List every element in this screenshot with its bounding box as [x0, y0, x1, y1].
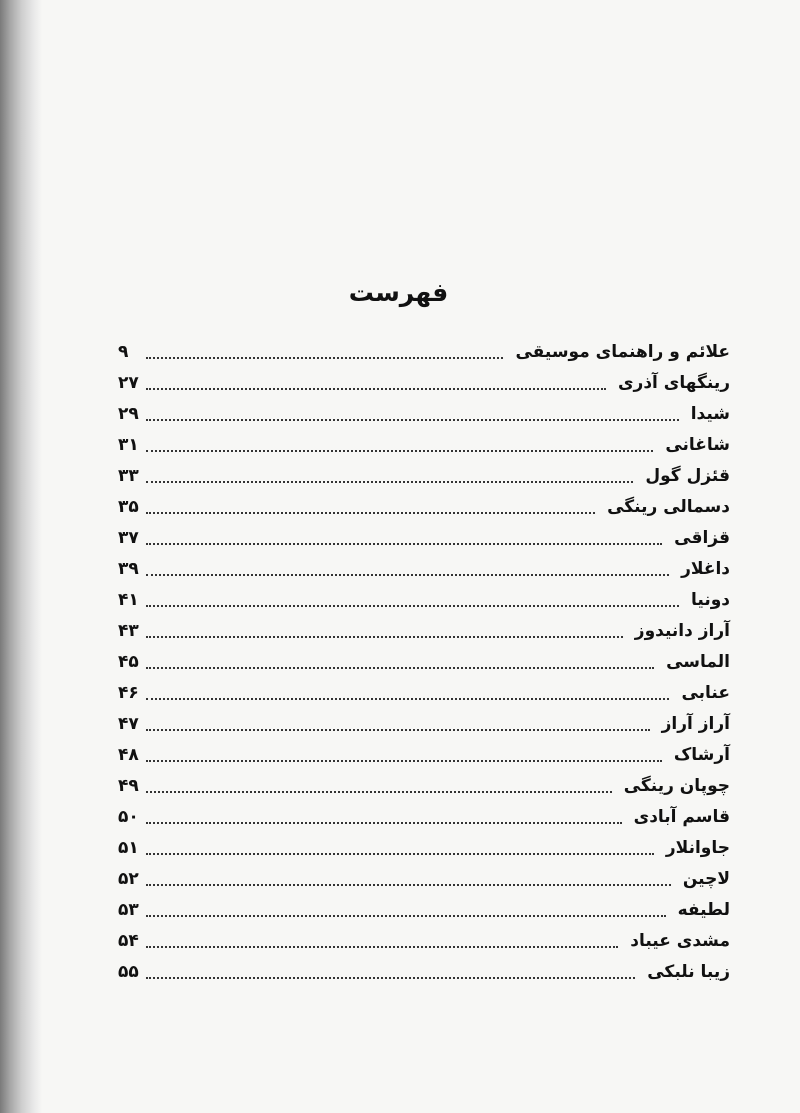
toc-entry [118, 708, 730, 739]
toc-entry-page-number: ۴۵ [118, 651, 139, 672]
toc-leader-dots [146, 977, 635, 979]
toc-leader-dots [146, 574, 669, 576]
toc-entry [118, 646, 730, 677]
toc-leader-dots [146, 698, 669, 700]
toc-entry-page-number: ۵۳ [118, 899, 139, 920]
toc-entry-page-number: ۵۴ [118, 930, 139, 951]
toc-entry-label: آرشاک [673, 744, 730, 765]
toc-entry-page-number: ۵۱ [118, 837, 139, 858]
book-spine-shadow [0, 0, 42, 1113]
toc-entry-page-number: ۳۳ [118, 465, 139, 486]
toc-entry-page-number: ۴۳ [118, 620, 139, 641]
toc-leader-dots [146, 605, 679, 607]
toc-entry-label: مشدی عیباد [630, 930, 730, 951]
toc-entry [118, 894, 730, 925]
toc-leader-dots [146, 543, 662, 545]
toc-entry [118, 367, 730, 398]
toc-leader-dots [146, 636, 623, 638]
table-of-contents [118, 336, 730, 987]
toc-entry-page-number: ۴۷ [118, 713, 139, 734]
toc-leader-dots [146, 853, 654, 855]
toc-leader-dots [146, 419, 679, 421]
toc-entry [118, 522, 730, 553]
toc-entry [118, 832, 730, 863]
toc-entry-page-number: ۵۵ [118, 961, 139, 982]
toc-entry-label: لاچین [682, 868, 730, 889]
toc-leader-dots [146, 667, 654, 669]
toc-entry-label: لطیفه [677, 899, 730, 920]
toc-entry-label: جاوانلار [665, 837, 730, 858]
toc-entry [118, 615, 730, 646]
toc-leader-dots [146, 481, 633, 483]
toc-entry-page-number: ۵۲ [118, 868, 139, 889]
toc-leader-dots [146, 357, 503, 359]
page-title: فهرست [348, 278, 449, 307]
toc-entry [118, 801, 730, 832]
toc-leader-dots [146, 450, 653, 452]
toc-entry [118, 553, 730, 584]
toc-entry-label: علائم و راهنمای موسیقی [515, 341, 730, 362]
toc-entry [118, 677, 730, 708]
toc-entry [118, 925, 730, 956]
toc-leader-dots [146, 729, 650, 731]
toc-entry [118, 739, 730, 770]
toc-entry-label: آراز آراز [661, 713, 730, 734]
toc-entry [118, 460, 730, 491]
toc-entry-page-number: ۳۱ [118, 434, 139, 455]
toc-entry-page-number: ۳۷ [118, 527, 139, 548]
toc-entry-label: چوپان رینگی [623, 775, 730, 796]
toc-entry-label: آراز دانیدوز [634, 620, 730, 641]
toc-entry-label: قزاقی [674, 527, 730, 548]
toc-leader-dots [146, 791, 612, 793]
toc-leader-dots [146, 915, 666, 917]
toc-entry-page-number: ۴۱ [118, 589, 139, 610]
toc-entry-label: رینگهای آذری [617, 372, 730, 393]
toc-entry-label: شیدا [690, 403, 730, 424]
toc-entry-label: زیبا نلبکی [647, 961, 730, 982]
toc-entry-label: الماسی [666, 651, 730, 672]
toc-entry [118, 336, 730, 367]
toc-leader-dots [146, 388, 606, 390]
toc-entry-label: داغلار [681, 558, 730, 579]
toc-entry-label: دونیا [691, 589, 730, 610]
toc-entry-page-number: ۴۸ [118, 744, 139, 765]
toc-entry-page-number: ۲۹ [118, 403, 139, 424]
toc-entry [118, 863, 730, 894]
toc-entry-page-number: ۳۵ [118, 496, 139, 517]
toc-entry-page-number: ۲۷ [118, 372, 139, 393]
toc-entry [118, 584, 730, 615]
toc-entry [118, 491, 730, 522]
toc-leader-dots [146, 884, 671, 886]
toc-entry-page-number: ۵۰ [118, 806, 139, 827]
book-page [42, 0, 800, 1113]
toc-entry-label: عنابی [681, 682, 730, 703]
toc-leader-dots [146, 822, 622, 824]
toc-entry-page-number: ۳۹ [118, 558, 139, 579]
toc-entry-label: دسمالی رینگی [607, 496, 730, 517]
toc-entry-label: شاغانی [665, 434, 730, 455]
toc-entry [118, 398, 730, 429]
toc-entry-page-number: ۴۶ [118, 682, 139, 703]
toc-leader-dots [146, 946, 618, 948]
toc-leader-dots [146, 512, 595, 514]
toc-entry-page-number: ۴۹ [118, 775, 139, 796]
toc-entry [118, 956, 730, 987]
toc-entry [118, 429, 730, 460]
toc-entry-label: قئزل گول [645, 465, 730, 486]
toc-entry-label: قاسم آبادی [633, 806, 730, 827]
toc-entry [118, 770, 730, 801]
toc-entry-page-number: ۹ [118, 341, 129, 362]
toc-leader-dots [146, 760, 662, 762]
